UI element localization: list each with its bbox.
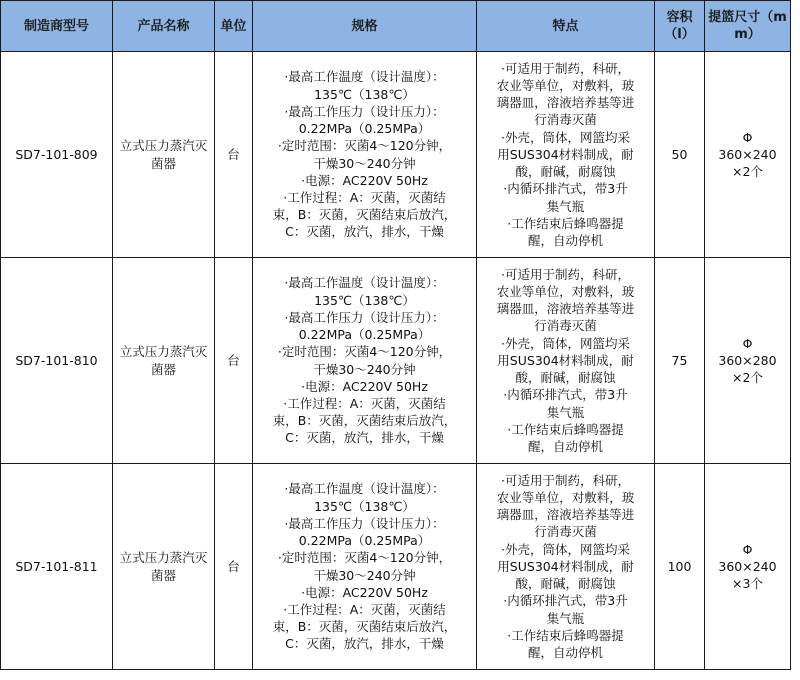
feature-line: ·可适用于制药，科研， (501, 472, 630, 488)
spec-line: ·工作过程：A：灭菌，灭菌结 (283, 189, 446, 205)
spec-line: ·工作过程：A：灭菌，灭菌结 (283, 601, 446, 617)
spec-line: 0.22MPa（0.25MPa） (298, 121, 431, 137)
feature-line: ·工作结束后蜂鸣器提 (507, 421, 624, 437)
feature-line: ·可适用于制药，科研， (501, 266, 630, 282)
feature-line: 农业等单位，对敷料，玻 (496, 78, 635, 94)
table-row (1, 258, 791, 464)
spec-line: 干燥30～240分钟 (313, 361, 416, 377)
cell-unit: 台 (215, 464, 253, 670)
basket-line: 360×280 (718, 352, 777, 368)
feature-line: ·内循环排汽式，带3升 (503, 593, 628, 609)
cell-basket (705, 258, 791, 464)
table-row (1, 464, 791, 670)
feature-line: ·内循环排汽式，带3升 (503, 181, 628, 197)
cell-spec (253, 464, 477, 670)
spec-line: 135℃（138℃） (314, 498, 415, 514)
feature-line: 行消毒灭菌 (534, 318, 597, 334)
cell-unit: 台 (215, 258, 253, 464)
basket-line: Φ (742, 335, 753, 351)
header-features: 特点 (477, 1, 655, 52)
spec-line: ·定时范围：灭菌4～120分钟， (277, 138, 452, 154)
table-row (1, 52, 791, 258)
spec-line: ·最高工作温度（设计温度）： (284, 275, 445, 291)
feature-line: 用SUS304材料制成，耐 (497, 146, 634, 162)
feature-line: 用SUS304材料制成，耐 (497, 558, 634, 574)
header-model: 制造商型号 (1, 1, 113, 52)
spec-line: 0.22MPa（0.25MPa） (298, 327, 431, 343)
spec-line: ·电源：AC220V 50Hz (301, 378, 428, 394)
feature-line: ·内循环排汽式，带3升 (503, 387, 628, 403)
spec-line: ·电源：AC220V 50Hz (301, 172, 428, 188)
spec-line: ·最高工作压力（设计压力）： (284, 309, 445, 325)
cell-features (477, 258, 655, 464)
feature-line: 璃器皿，溶液培养基等进 (496, 95, 635, 111)
spec-line: 束，B：灭菌，灭菌结束后放汽， (272, 413, 457, 429)
spec-line: ·最高工作压力（设计压力）： (284, 103, 445, 119)
cell-features (477, 52, 655, 258)
spec-line: C：灭菌，放汽，排水，干燥 (285, 636, 444, 652)
feature-line: ·外壳，筒体，网篮均采 (501, 541, 630, 557)
feature-line: ·外壳，筒体，网篮均采 (501, 129, 630, 145)
basket-line: ×2个 (732, 164, 763, 180)
feature-line: 酸，耐碱，耐腐蚀 (515, 370, 616, 386)
cell-basket (705, 52, 791, 258)
basket-line: Φ (742, 541, 753, 557)
spec-line: 0.22MPa（0.25MPa） (298, 533, 431, 549)
cell-model: SD7-101-809 (1, 52, 113, 258)
basket-line: 360×240 (718, 558, 777, 574)
cell-features (477, 464, 655, 670)
feature-line: ·工作结束后蜂鸣器提 (507, 215, 624, 231)
feature-line: 用SUS304材料制成，耐 (497, 352, 634, 368)
spec-line: 135℃（138℃） (314, 292, 415, 308)
header-capacity: 容积（l） (655, 1, 705, 52)
feature-line: 璃器皿，溶液培养基等进 (496, 301, 635, 317)
feature-line: ·外壳，筒体，网篮均采 (501, 335, 630, 351)
basket-line: 360×240 (718, 146, 777, 162)
feature-line: 璃器皿，溶液培养基等进 (496, 507, 635, 523)
cell-name (113, 258, 215, 464)
product-name: 立式压力蒸汽灭菌器 (119, 344, 208, 377)
spec-line: C：灭菌，放汽，排水，干燥 (285, 430, 444, 446)
header-row (1, 1, 791, 52)
cell-capacity: 100 (655, 464, 705, 670)
spec-line: 束，B：灭菌，灭菌结束后放汽， (272, 619, 457, 635)
cell-capacity: 75 (655, 258, 705, 464)
header-basket: 提篮尺寸（mm） (705, 1, 791, 52)
feature-line: 集气瓶 (546, 198, 585, 214)
feature-line: 集气瓶 (546, 404, 585, 420)
feature-line: 农业等单位，对敷料，玻 (496, 490, 635, 506)
header-unit: 单位 (215, 1, 253, 52)
cell-name (113, 464, 215, 670)
cell-name (113, 52, 215, 258)
product-name: 立式压力蒸汽灭菌器 (119, 550, 208, 583)
spec-line: 135℃（138℃） (314, 86, 415, 102)
cell-capacity: 50 (655, 52, 705, 258)
feature-line: 醒，自动停机 (527, 438, 603, 454)
header-name: 产品名称 (113, 1, 215, 52)
basket-line: ×2个 (732, 370, 763, 386)
spec-line: C：灭菌，放汽，排水，干燥 (285, 224, 444, 240)
cell-spec (253, 52, 477, 258)
basket-line: ×3个 (732, 576, 763, 592)
feature-line: ·工作结束后蜂鸣器提 (507, 627, 624, 643)
spec-line: 束，B：灭菌，灭菌结束后放汽， (272, 207, 457, 223)
feature-line: 醒，自动停机 (527, 644, 603, 660)
spec-line: ·最高工作压力（设计压力）： (284, 515, 445, 531)
feature-line: 集气瓶 (546, 610, 585, 626)
spec-line: ·最高工作温度（设计温度）： (284, 69, 445, 85)
feature-line: 行消毒灭菌 (534, 112, 597, 128)
cell-basket (705, 464, 791, 670)
cell-model: SD7-101-811 (1, 464, 113, 670)
spec-line: ·定时范围：灭菌4～120分钟， (277, 344, 452, 360)
cell-spec (253, 258, 477, 464)
feature-line: 酸，耐碱，耐腐蚀 (515, 576, 616, 592)
spec-line: 干燥30～240分钟 (313, 155, 416, 171)
header-spec: 规格 (253, 1, 477, 52)
feature-line: 行消毒灭菌 (534, 524, 597, 540)
spec-line: ·工作过程：A：灭菌，灭菌结 (283, 395, 446, 411)
product-name: 立式压力蒸汽灭菌器 (119, 138, 208, 171)
feature-line: ·可适用于制药，科研， (501, 60, 630, 76)
basket-line: Φ (742, 129, 753, 145)
cell-model: SD7-101-810 (1, 258, 113, 464)
cell-unit: 台 (215, 52, 253, 258)
feature-line: 酸，耐碱，耐腐蚀 (515, 164, 616, 180)
feature-line: 醒，自动停机 (527, 232, 603, 248)
spec-line: ·最高工作温度（设计温度）： (284, 481, 445, 497)
feature-line: 农业等单位，对敷料，玻 (496, 284, 635, 300)
spec-line: ·定时范围：灭菌4～120分钟， (277, 550, 452, 566)
spec-line: ·电源：AC220V 50Hz (301, 584, 428, 600)
spec-line: 干燥30～240分钟 (313, 567, 416, 583)
